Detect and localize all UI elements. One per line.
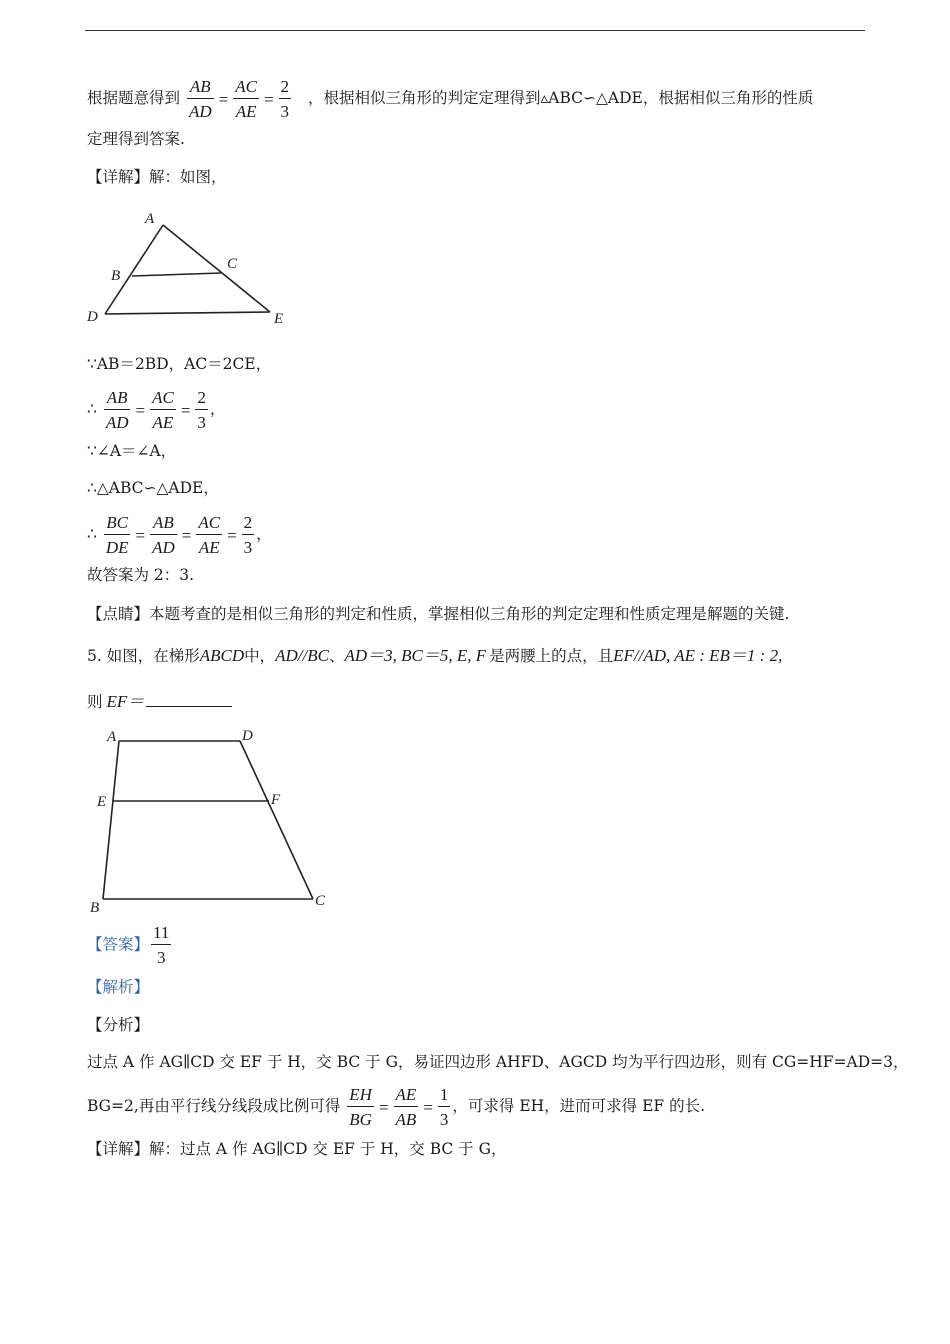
- step-4: ∴△ABC∽△ADE，: [87, 479, 219, 497]
- step-5: ∴ $\frac{BC}{DE}$ = $\frac{AB}{AD}$ = $\frac{AC}{AE}$ = $\frac{2}{3}$ ，: [87, 513, 272, 557]
- analysis-line-2: BG=2,再由平行线分线段成比例可得 $\frac{EH}{BG}$ = $\frac{AE}{AB}$ = $\frac{1}{3}$ ，可求得 EH，进而可求得 EF 的长.: [87, 1085, 706, 1129]
- fraction-ac-ae: $\frac{AC}{AE}$: [235, 77, 257, 121]
- header-rule: [85, 30, 865, 31]
- fraction-2-3: $\frac{2}{3}$: [280, 77, 290, 121]
- step-1: ∵AB＝2BD，AC＝2CE，: [87, 355, 272, 373]
- trapezoid-figure: [85, 725, 335, 915]
- label-b: B: [90, 900, 100, 915]
- label-e: E: [97, 794, 107, 810]
- intro-text-post: ，根据相似三角形的判定定理得到▵ABC∽△ADE，根据相似三角形的性质: [307, 89, 814, 107]
- fenxi-tag: 【分析】: [87, 1016, 150, 1034]
- label-e: E: [274, 311, 284, 327]
- label-f: F: [271, 792, 281, 808]
- intro-text: 根据题意得到: [87, 89, 181, 107]
- step-2: ∴ $\frac{AB}{AD}$ = $\frac{AC}{AE}$ = $\frac{2}{3}$ ，: [87, 388, 226, 432]
- answer-fraction: $\frac{11}{3}$: [153, 923, 170, 967]
- comment-line: 【点睛】本题考查的是相似三角形的判定和性质，掌握相似三角形的判定定理和性质定理是解题的关键.: [87, 605, 790, 623]
- label-a: A: [107, 729, 117, 745]
- intro-continuation: 定理得到答案.: [87, 130, 185, 148]
- triangle-figure: [85, 205, 295, 330]
- step-3: ∵∠A＝∠A，: [87, 442, 177, 460]
- detail-heading-1: 【详解】解：如图，: [87, 168, 227, 186]
- label-c: C: [315, 893, 326, 909]
- label-b: B: [111, 268, 121, 284]
- question-5-blank-line: 则 EF＝: [87, 693, 232, 711]
- intro-line: 根据题意得到 $\frac{AB}{AD}$ = $\frac{AC}{AE}$ = $\frac{2}{3}$ ，根据相似三角形的判定定理得到▵ABC∽△ADE，根据相似三角形的性质: [87, 77, 814, 121]
- label-d: D: [242, 728, 253, 744]
- label-c: C: [227, 256, 238, 272]
- detail-heading-2: 【详解】解：过点 A 作 AG∥CD 交 EF 于 H，交 BC 于 G，: [87, 1140, 507, 1158]
- label-a: A: [145, 211, 155, 227]
- label-d: D: [87, 309, 98, 325]
- question-5: 5. 如图，在梯形ABCD中，AD//BC、AD＝3, BC＝5, E, F 是两腰上的点，且EF//AD, AE : EB＝1 : 2,: [87, 646, 783, 665]
- analysis-line-1: 过点 A 作 AG∥CD 交 EF 于 H，交 BC 于 G，易证四边形 AHFD、AGCD 均为平行四边形，则有 CG=HF=AD=3，: [87, 1053, 909, 1071]
- step-6: 故答案为 2：3.: [87, 566, 195, 584]
- answer-tag: 【答案】: [87, 935, 150, 954]
- answer-line: [87, 924, 173, 966]
- fraction-ab-ad: $\frac{AB}{AD}$: [188, 77, 212, 121]
- answer-blank: [146, 706, 232, 707]
- analysis-tag: 【解析】: [87, 978, 150, 996]
